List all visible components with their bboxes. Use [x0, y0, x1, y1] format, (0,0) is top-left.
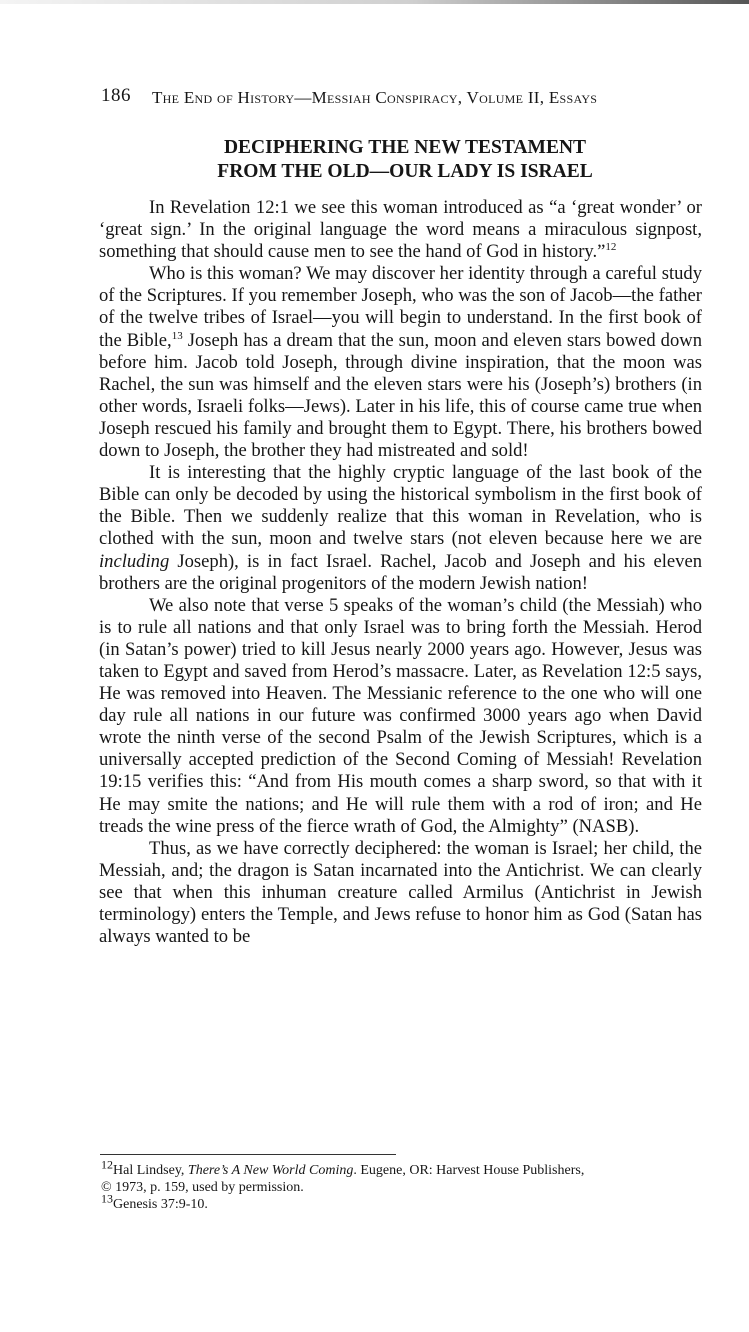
- section-title-line-2: FROM THE OLD—OUR LADY IS ISRAEL: [217, 161, 593, 182]
- footnote-publisher: . Eugene, OR: Harvest House Publishers,: [353, 1163, 585, 1178]
- paragraph-5: Thus, as we have correctly deciphered: the woman is Israel; her child, the Messiah, and; the dragon is Satan incarnated into the Antichrist. We can clearly see that when this inhuman creature called Armilus (Antichrist in Jewish terminology) enters the Temple, and Jews refuse to honor him as God (Satan has always wanted to be: [99, 837, 702, 948]
- section-title-line-1: DECIPHERING THE NEW TESTAMENT: [223, 137, 587, 158]
- footnote-number: 12: [101, 1157, 113, 1172]
- paragraph-text: In Revelation 12:1 we see this woman introduced as “a ‘great wonder’ or ‘great sign.’ In the original language the word means a miraculous signpost, something that should cause men to see the hand of God in history.”: [99, 197, 702, 263]
- paragraph-text: Who is this woman? We may discover her identity through a careful study of the Scriptures. If you remember Joseph, who was the son of Jacob—the father of the twelve tribes of Israel—you will begin to understand. In the first book of the Bible,: [99, 263, 702, 351]
- footnote-ref-13[interactable]: 13: [171, 329, 183, 342]
- scan-top-edge: [0, 0, 749, 4]
- footnote-12: [101, 1157, 701, 1179]
- footnotes: [101, 1157, 701, 1213]
- section-title: [100, 136, 710, 184]
- footnote-12-continued: © 1973, p. 159, used by permission.: [101, 1180, 304, 1195]
- footnote-divider: [100, 1154, 396, 1155]
- footnote-13: [101, 1191, 701, 1213]
- footnote-number: 13: [101, 1191, 113, 1206]
- paragraph-2: [99, 263, 702, 462]
- footnote-author: Hal Lindsey,: [113, 1163, 188, 1178]
- page-number: 186: [101, 85, 131, 106]
- paragraph-text: Joseph has a dream that the sun, moon and eleven stars bowed down before him. Jacob told Joseph, through divine inspiration, that the moon was Rachel, the sun was himself and the eleven stars were his (Joseph’s) brothers (in other words, Israeli folks—Jews). Later in his life, this of course came true when Joseph rescued his family and brought them to Egypt. There, his brothers bowed down to Joseph, the brother they had mistreated and sold!: [99, 329, 702, 462]
- paragraph-3: [99, 462, 702, 595]
- footnote-text: Genesis 37:9-10.: [113, 1197, 208, 1212]
- paragraph-1: [99, 197, 702, 263]
- body-text: [99, 197, 702, 948]
- running-head: The End of History—Messiah Conspiracy, Volume II, Essays: [152, 88, 598, 107]
- paragraph-text: It is interesting that the highly cryptic language of the last book of the Bible can only be decoded by using the historical symbolism in the first book of the Bible. Then we suddenly realize that this woman in Revelation, who is clothed with the sun, moon and twelve stars (not eleven because here we are: [99, 462, 702, 550]
- emphasis-text: including: [99, 550, 170, 572]
- paragraph-text: Joseph), is in fact Israel. Rachel, Jacob and Joseph and his eleven brothers are the original progenitors of the modern Jewish nation!: [99, 550, 702, 594]
- paragraph-4: We also note that verse 5 speaks of the woman’s child (the Messiah) who is to rule all nations and that only Israel was to bring forth the Messiah. Herod (in Satan’s power) tried to kill Jesus nearly 2000 years ago. However, Jesus was taken to Egypt and saved from Herod’s massacre. Later, as Revelation 12:5 says, He was removed into Heaven. The Messianic reference to the one who will one day rule all nations in our future was confirmed 3000 years ago when David wrote the ninth verse of the second Psalm of the Jewish Scriptures, which is a universally accepted prediction of the Second Coming of Messiah! Revelation 19:15 verifies this: “And from His mouth comes a sharp sword, so that with it He may smite the nations; and He will rule them with a rod of iron; and He treads the wine press of the fierce wrath of God, the Almighty” (NASB).: [99, 594, 702, 837]
- footnote-ref-12[interactable]: 12: [605, 241, 617, 253]
- footnote-work-title: There’s A New World Coming: [187, 1163, 354, 1178]
